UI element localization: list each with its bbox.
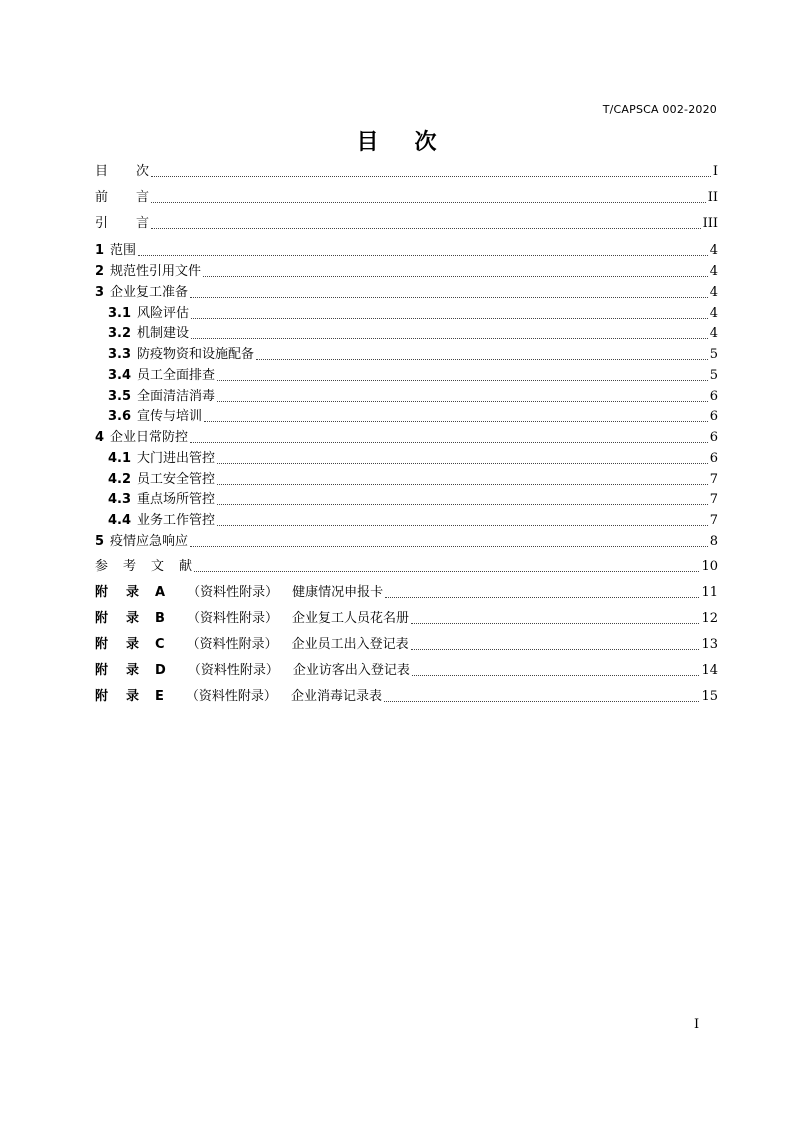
section-number: 3.5 xyxy=(108,389,132,404)
appendix-word: 录 xyxy=(126,689,140,704)
toc-entry-section-3[interactable] xyxy=(95,285,718,301)
section-number: 4.4 xyxy=(108,513,132,528)
appendix-word: 附 xyxy=(95,585,109,600)
toc-entry-section-4-3[interactable] xyxy=(108,492,718,508)
toc-page-number: 12 xyxy=(701,611,718,626)
toc-entry-section-3-5[interactable] xyxy=(108,389,718,405)
toc-label-char: 文 xyxy=(151,559,165,574)
section-title: 企业日常防控 xyxy=(110,430,189,445)
toc-entry-section-4-1[interactable] xyxy=(108,451,718,467)
appendix-type: （资料性附录） xyxy=(186,611,278,626)
leader-dots xyxy=(217,391,708,402)
leader-dots xyxy=(151,166,711,177)
toc-page-number: 5 xyxy=(709,347,718,362)
appendix-title: 企业员工出入登记表 xyxy=(291,637,409,652)
toc-entry-appendix-b[interactable] xyxy=(95,611,718,627)
appendix-title: 企业复工人员花名册 xyxy=(291,611,409,626)
leader-dots xyxy=(191,328,708,339)
section-title: 风险评估 xyxy=(137,306,190,321)
toc-entry-foreword[interactable] xyxy=(95,190,718,206)
page-title xyxy=(0,128,793,158)
toc-page-number: 4 xyxy=(709,326,718,341)
leader-dots xyxy=(384,691,700,702)
toc-page-number: 10 xyxy=(701,559,718,574)
toc-page-number: 7 xyxy=(709,472,718,487)
toc-page-number: 6 xyxy=(709,430,718,445)
appendix-letter: C xyxy=(155,637,165,652)
toc-page-number: 5 xyxy=(709,368,718,383)
leader-dots xyxy=(203,266,708,277)
section-title: 疫情应急响应 xyxy=(110,534,189,549)
toc-page-number: 4 xyxy=(709,264,718,279)
toc-entry-section-1[interactable] xyxy=(95,243,718,259)
leader-dots xyxy=(190,536,708,547)
appendix-word: 附 xyxy=(95,663,109,678)
section-title: 企业复工准备 xyxy=(110,285,189,300)
section-number: 1 xyxy=(95,243,105,258)
toc-label-char: 次 xyxy=(136,164,150,179)
toc-entry-bibliography[interactable] xyxy=(95,559,718,575)
toc-entry-section-3-2[interactable] xyxy=(108,326,718,342)
toc-page-number: 4 xyxy=(709,306,718,321)
section-number: 4 xyxy=(95,430,105,445)
appendix-letter: D xyxy=(155,663,166,678)
toc-label-char: 目 xyxy=(95,164,109,179)
appendix-type: （资料性附录） xyxy=(186,637,278,652)
section-title: 防疫物资和设施配备 xyxy=(137,347,255,362)
toc-page-number: III xyxy=(702,216,718,231)
leader-dots xyxy=(217,453,708,464)
toc-label-char: 言 xyxy=(136,190,150,205)
leader-dots xyxy=(138,245,708,256)
section-number: 3.1 xyxy=(108,306,132,321)
toc-entry-section-4-2[interactable] xyxy=(108,472,718,488)
footer-page-number: I xyxy=(694,1017,700,1032)
leader-dots xyxy=(217,370,708,381)
appendix-word: 录 xyxy=(126,663,140,678)
toc-page-number: I xyxy=(712,164,718,179)
leader-dots xyxy=(256,349,708,360)
section-title: 大门进出管控 xyxy=(137,451,216,466)
appendix-type: （资料性附录） xyxy=(185,689,277,704)
toc-label-char: 献 xyxy=(179,559,193,574)
toc-entry-appendix-e[interactable] xyxy=(95,689,718,705)
toc-page-number: 6 xyxy=(709,389,718,404)
appendix-word: 附 xyxy=(95,689,109,704)
toc-entry-section-2[interactable] xyxy=(95,264,718,280)
appendix-word: 附 xyxy=(95,611,109,626)
section-number: 4.1 xyxy=(108,451,132,466)
toc-entry-appendix-a[interactable] xyxy=(95,585,718,601)
section-title: 机制建设 xyxy=(137,326,190,341)
appendix-title: 健康情况申报卡 xyxy=(292,585,384,600)
toc-page-number: 6 xyxy=(709,409,718,424)
leader-dots xyxy=(151,192,706,203)
section-title: 全面清洁消毒 xyxy=(137,389,216,404)
toc-entry-section-3-6[interactable] xyxy=(108,409,718,425)
appendix-title: 企业访客出入登记表 xyxy=(292,663,410,678)
toc-label-char: 引 xyxy=(95,216,109,231)
toc-entry-appendix-c[interactable] xyxy=(95,637,718,653)
toc-entry-section-5[interactable] xyxy=(95,534,718,550)
leader-dots xyxy=(217,474,708,485)
appendix-type: （资料性附录） xyxy=(187,663,279,678)
title-char-2: 次 xyxy=(414,130,437,155)
toc-page-number: 15 xyxy=(701,689,718,704)
appendix-letter: E xyxy=(155,689,164,704)
leader-dots xyxy=(412,665,700,676)
section-number: 4.3 xyxy=(108,492,132,507)
section-number: 5 xyxy=(95,534,105,549)
appendix-letter: B xyxy=(155,611,165,626)
toc-entry-appendix-d[interactable] xyxy=(95,663,718,679)
toc-entry-section-3-1[interactable] xyxy=(108,306,718,322)
appendix-word: 录 xyxy=(126,585,140,600)
leader-dots xyxy=(194,561,699,572)
toc-entry-contents[interactable] xyxy=(95,164,718,180)
toc-page-number: 4 xyxy=(709,285,718,300)
leader-dots xyxy=(217,515,708,526)
toc-entry-section-3-4[interactable] xyxy=(108,368,718,384)
leader-dots xyxy=(151,218,701,229)
section-number: 2 xyxy=(95,264,105,279)
appendix-type: （资料性附录） xyxy=(187,585,279,600)
toc-page-number: 14 xyxy=(701,663,718,678)
toc-entry-section-4-4[interactable] xyxy=(108,513,718,529)
section-title: 员工全面排查 xyxy=(137,368,216,383)
section-title: 重点场所管控 xyxy=(137,492,216,507)
section-number: 3.3 xyxy=(108,347,132,362)
section-title: 员工安全管控 xyxy=(137,472,216,487)
toc-entry-section-3-3[interactable] xyxy=(108,347,718,363)
appendix-word: 录 xyxy=(126,637,140,652)
toc-entry-introduction[interactable] xyxy=(95,216,718,232)
toc-label-char: 前 xyxy=(95,190,109,205)
toc-page-number: 4 xyxy=(709,243,718,258)
leader-dots xyxy=(204,411,708,422)
appendix-word: 录 xyxy=(126,611,140,626)
section-number: 4.2 xyxy=(108,472,132,487)
toc-page-number: 7 xyxy=(709,492,718,507)
standard-number: T/CAPSCA 002-2020 xyxy=(602,103,717,116)
leader-dots xyxy=(191,308,708,319)
title-char-1: 目 xyxy=(356,130,379,155)
toc-label-char: 考 xyxy=(123,559,137,574)
leader-dots xyxy=(190,287,708,298)
leader-dots xyxy=(411,613,699,624)
appendix-letter: A xyxy=(155,585,166,600)
toc-page-number: II xyxy=(707,190,718,205)
appendix-word: 附 xyxy=(95,637,109,652)
section-number: 3.6 xyxy=(108,409,132,424)
section-title: 业务工作管控 xyxy=(137,513,216,528)
toc-page-number: 11 xyxy=(701,585,718,600)
leader-dots xyxy=(385,587,699,598)
leader-dots xyxy=(217,494,708,505)
section-number: 3 xyxy=(95,285,105,300)
section-number: 3.4 xyxy=(108,368,132,383)
toc-page-number: 13 xyxy=(701,637,718,652)
leader-dots xyxy=(411,639,700,650)
toc-entry-section-4[interactable] xyxy=(95,430,718,446)
section-title: 范围 xyxy=(110,243,137,258)
section-title: 规范性引用文件 xyxy=(110,264,202,279)
toc-label-char: 参 xyxy=(95,559,109,574)
section-number: 3.2 xyxy=(108,326,132,341)
leader-dots xyxy=(190,432,708,443)
toc-page-number: 8 xyxy=(709,534,718,549)
section-title: 宣传与培训 xyxy=(137,409,203,424)
appendix-title: 企业消毒记录表 xyxy=(290,689,382,704)
toc-label-char: 言 xyxy=(136,216,150,231)
toc-page-number: 6 xyxy=(709,451,718,466)
toc-page-number: 7 xyxy=(709,513,718,528)
